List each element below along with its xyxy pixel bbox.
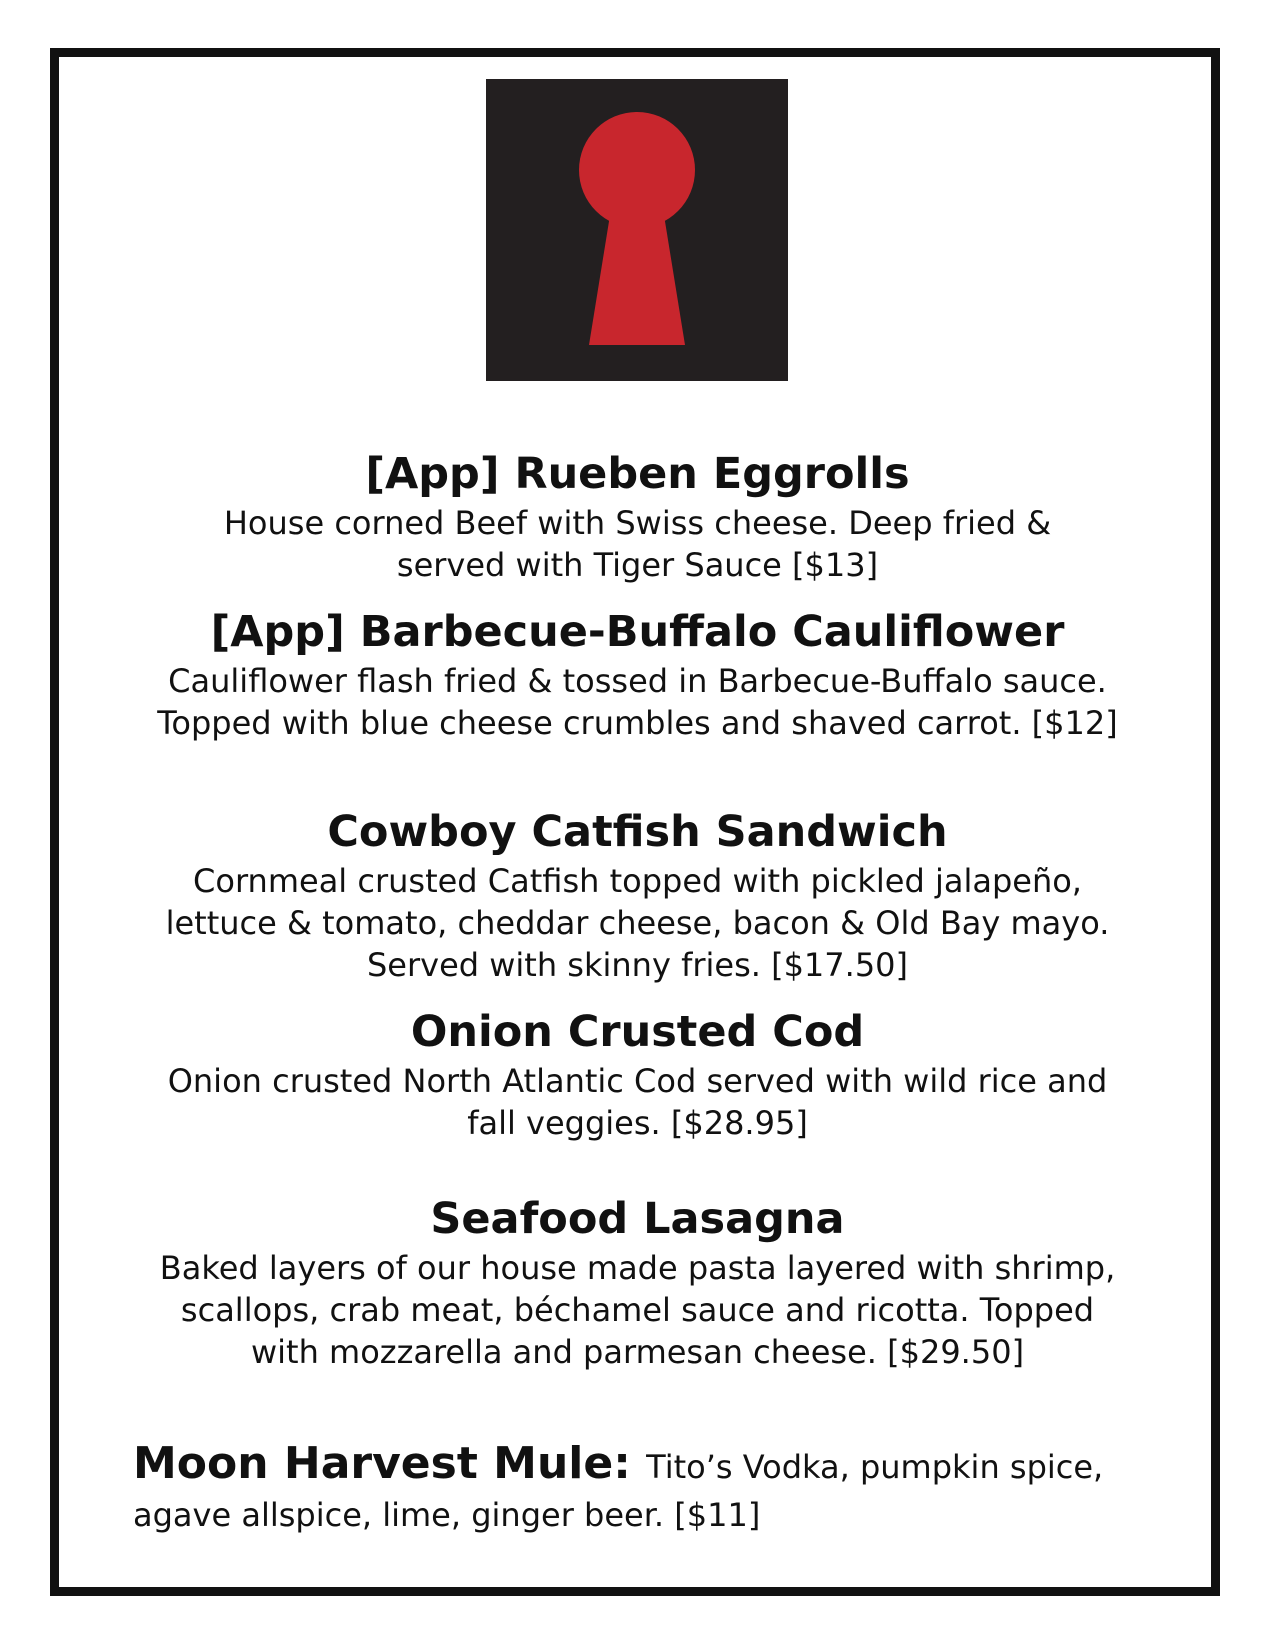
drink-special xyxy=(133,1440,1143,1539)
keyhole-logo xyxy=(486,79,788,381)
drink-description: Tito’s Vodka, pumpkin spice, agave allspice, lime, ginger beer. [$11] xyxy=(133,1448,1104,1534)
menu-item-description: Baked layers of our house made pasta layered with shrimp, scallops, crab meat, béchamel sauce and ricotta. Topped with mozzarella and parmesan cheese. [$29.50] xyxy=(159,1249,1116,1371)
menu-item-description: Cornmeal crusted Catfish topped with pickled jalapeño, lettuce & tomato, cheddar cheese, bacon & Old Bay mayo. Served with skinny fries. [$17.50] xyxy=(165,862,1110,984)
menu-item-title: Onion Crusted Cod xyxy=(410,1007,865,1057)
keyhole-icon xyxy=(486,79,788,381)
menu-item-title: [App] Barbecue-Buffalo Cauliflower xyxy=(210,607,1065,657)
menu-item-description: Onion crusted North Atlantic Cod served with wild rice and fall veggies. [$28.95] xyxy=(167,1062,1108,1142)
menu-item-cowboy-catfish-sandwich xyxy=(140,804,1135,986)
menu-item-title: [App] Rueben Eggrolls xyxy=(365,449,910,499)
menu-item-onion-crusted-cod xyxy=(140,1004,1135,1144)
drink-name: Moon Harvest Mule: xyxy=(133,1438,647,1489)
menu-item-description: Cauliflower flash fried & tossed in Barbecue-Buffalo sauce. Topped with blue cheese crumbles and shaved carrot. [$12] xyxy=(157,662,1118,742)
menu-item-title: Seafood Lasagna xyxy=(430,1194,845,1244)
menu-item-description: House corned Beef with Swiss cheese. Deep fried & served with Tiger Sauce [$13] xyxy=(223,504,1052,584)
menu-item-seafood-lasagna xyxy=(140,1191,1135,1373)
menu-item-title: Cowboy Catfish Sandwich xyxy=(327,807,948,857)
menu-item-barbecue-buffalo-cauliflower xyxy=(140,604,1135,744)
menu-item-rueben-eggrolls xyxy=(140,446,1135,586)
